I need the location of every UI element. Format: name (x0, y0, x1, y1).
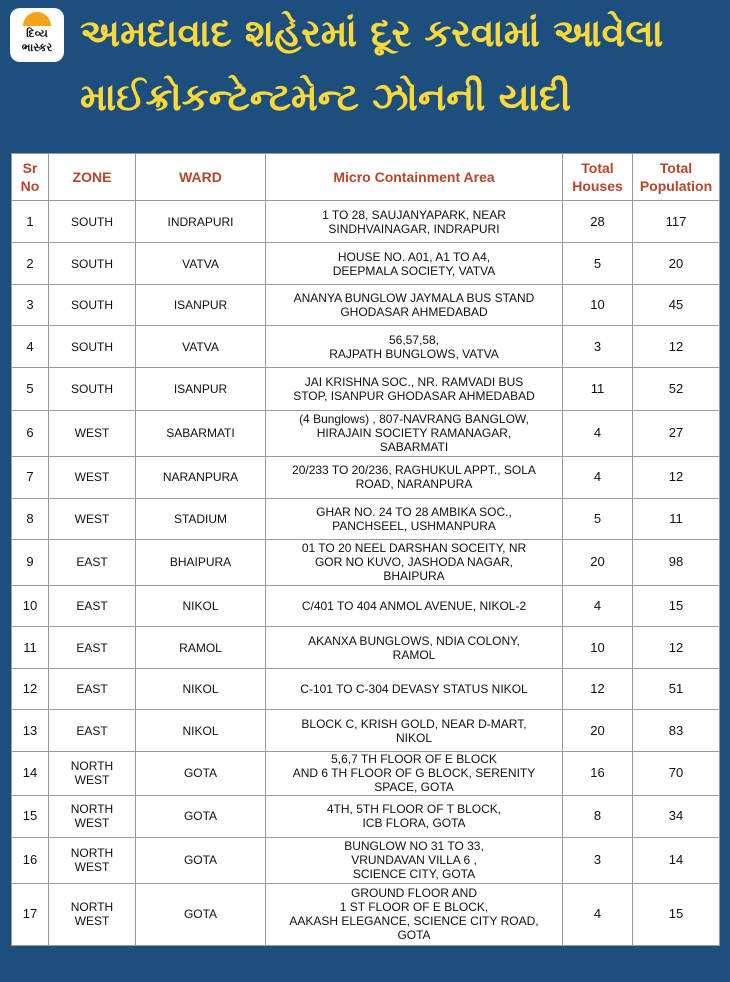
area-cell: HOUSE NO. A01, A1 TO A4, DEEPMALA SOCIETY, VATVA (266, 243, 563, 285)
sr-cell: 10 (12, 585, 49, 626)
population-cell: 70 (633, 752, 720, 795)
area-cell: C-101 TO C-304 DEVASY STATUS NIKOL (266, 669, 563, 710)
houses-cell: 8 (563, 795, 633, 837)
header-total-population: Total Population (633, 154, 720, 201)
area-cell: (4 Bunglows) , 807-NAVRANG BANGLOW, HIRAJAIN SOCIETY RAMANAGAR, SABARMATI (266, 410, 563, 456)
ward-cell: SABARMATI (136, 410, 266, 456)
sr-cell: 11 (12, 627, 49, 669)
table-row (12, 752, 720, 795)
sr-cell: 17 (12, 883, 49, 945)
population-cell: 20 (633, 243, 720, 285)
area-cell: 5,6,7 TH FLOOR OF E BLOCK AND 6 TH FLOOR OF G BLOCK, SERENITY SPACE, GOTA (266, 752, 563, 795)
area-cell: 1 TO 28, SAUJANYAPARK, NEAR SINDHVAINAGAR, INDRAPURI (266, 201, 563, 243)
population-cell: 14 (633, 837, 720, 883)
table-row (12, 883, 720, 945)
ward-cell: ISANPUR (136, 285, 266, 326)
houses-cell: 11 (563, 368, 633, 410)
zone-cell: SOUTH (49, 368, 136, 410)
table-row (12, 627, 720, 669)
population-cell: 52 (633, 368, 720, 410)
area-cell: JAI KRISHNA SOC., NR. RAMVADI BUS STOP, ISANPUR GHODASAR AHMEDABAD (266, 368, 563, 410)
sr-cell: 7 (12, 456, 49, 498)
zone-cell: NORTH WEST (49, 837, 136, 883)
table-row (12, 368, 720, 410)
table-row (12, 710, 720, 752)
ward-cell: NIKOL (136, 710, 266, 752)
sr-cell: 5 (12, 368, 49, 410)
table-row (12, 410, 720, 456)
houses-cell: 4 (563, 410, 633, 456)
area-cell: 20/233 TO 20/236, RAGHUKUL APPT., SOLA ROAD, NARANPURA (266, 456, 563, 498)
zone-cell: EAST (49, 710, 136, 752)
sr-cell: 3 (12, 285, 49, 326)
zone-cell: EAST (49, 627, 136, 669)
sr-cell: 4 (12, 326, 49, 368)
header-area: Micro Containment Area (266, 154, 563, 201)
table-row (12, 585, 720, 626)
population-cell: 83 (633, 710, 720, 752)
header-zone: ZONE (49, 154, 136, 201)
area-cell: C/401 TO 404 ANMOL AVENUE, NIKOL-2 (266, 585, 563, 626)
population-cell: 51 (633, 669, 720, 710)
ward-cell: ISANPUR (136, 368, 266, 410)
sr-cell: 1 (12, 201, 49, 243)
area-cell: BLOCK C, KRISH GOLD, NEAR D-MART, NIKOL (266, 710, 563, 752)
houses-cell: 16 (563, 752, 633, 795)
zone-cell: NORTH WEST (49, 752, 136, 795)
population-cell: 117 (633, 201, 720, 243)
table-row (12, 326, 720, 368)
houses-cell: 4 (563, 585, 633, 626)
area-cell: GROUND FLOOR AND 1 ST FLOOR OF E BLOCK, AAKASH ELEGANCE, SCIENCE CITY ROAD, GOTA (266, 883, 563, 945)
population-cell: 15 (633, 585, 720, 626)
ward-cell: GOTA (136, 795, 266, 837)
population-cell: 12 (633, 456, 720, 498)
population-cell: 45 (633, 285, 720, 326)
houses-cell: 5 (563, 498, 633, 539)
containment-table (11, 153, 719, 946)
ward-cell: NIKOL (136, 585, 266, 626)
area-cell: 56,57,58, RAJPATH BUNGLOWS, VATVA (266, 326, 563, 368)
area-cell: 01 TO 20 NEEL DARSHAN SOCEITY, NR GOR NO KUVO, JASHODA NAGAR, BHAIPURA (266, 539, 563, 585)
area-cell: AKANXA BUNGLOWS, NDIA COLONY, RAMOL (266, 627, 563, 669)
houses-cell: 20 (563, 539, 633, 585)
zone-cell: WEST (49, 456, 136, 498)
zone-cell: SOUTH (49, 201, 136, 243)
ward-cell: RAMOL (136, 627, 266, 669)
houses-cell: 5 (563, 243, 633, 285)
logo-text-line2: ભાસ્કર (21, 41, 53, 54)
sr-cell: 14 (12, 752, 49, 795)
ward-cell: GOTA (136, 883, 266, 945)
table-row (12, 456, 720, 498)
ward-cell: GOTA (136, 752, 266, 795)
population-cell: 27 (633, 410, 720, 456)
houses-cell: 20 (563, 710, 633, 752)
zone-cell: SOUTH (49, 243, 136, 285)
population-cell: 12 (633, 627, 720, 669)
table-row (12, 243, 720, 285)
houses-cell: 3 (563, 326, 633, 368)
sr-cell: 13 (12, 710, 49, 752)
population-cell: 34 (633, 795, 720, 837)
sr-cell: 2 (12, 243, 49, 285)
ward-cell: BHAIPURA (136, 539, 266, 585)
population-cell: 12 (633, 326, 720, 368)
sr-cell: 15 (12, 795, 49, 837)
population-cell: 15 (633, 883, 720, 945)
zone-cell: NORTH WEST (49, 795, 136, 837)
population-cell: 11 (633, 498, 720, 539)
ward-cell: VATVA (136, 243, 266, 285)
ward-cell: INDRAPURI (136, 201, 266, 243)
houses-cell: 3 (563, 837, 633, 883)
ward-cell: NIKOL (136, 669, 266, 710)
table-row (12, 201, 720, 243)
houses-cell: 12 (563, 669, 633, 710)
population-cell: 98 (633, 539, 720, 585)
sun-icon (23, 12, 51, 26)
area-cell: BUNGLOW NO 31 TO 33, VRUNDAVAN VILLA 6 , SCIENCE CITY, GOTA (266, 837, 563, 883)
table-row (12, 498, 720, 539)
table-row (12, 837, 720, 883)
header-total-houses: Total Houses (563, 154, 633, 201)
page-title-line1: અમદાવાદ શહેરમાં દૂર કરવામાં આવેલા (80, 11, 664, 55)
zone-cell: EAST (49, 585, 136, 626)
table-row (12, 669, 720, 710)
zone-cell: EAST (49, 669, 136, 710)
houses-cell: 4 (563, 883, 633, 945)
table-row (12, 539, 720, 585)
zone-cell: EAST (49, 539, 136, 585)
area-cell: 4TH, 5TH FLOOR OF T BLOCK, ICB FLORA, GOTA (266, 795, 563, 837)
zone-cell: SOUTH (49, 285, 136, 326)
ward-cell: STADIUM (136, 498, 266, 539)
houses-cell: 28 (563, 201, 633, 243)
divya-bhaskar-logo (10, 8, 64, 62)
table-row (12, 795, 720, 837)
sr-cell: 12 (12, 669, 49, 710)
houses-cell: 4 (563, 456, 633, 498)
zone-cell: NORTH WEST (49, 883, 136, 945)
table-row (12, 285, 720, 326)
header-sr-no: Sr No (12, 154, 49, 201)
logo-text-line1: દિવ્ય (26, 27, 48, 40)
table-header-row (12, 154, 720, 201)
zone-cell: WEST (49, 410, 136, 456)
header-ward: WARD (136, 154, 266, 201)
ward-cell: NARANPURA (136, 456, 266, 498)
ward-cell: GOTA (136, 837, 266, 883)
sr-cell: 16 (12, 837, 49, 883)
page-title-line2: માઈક્રોકન્ટેન્ટમેન્ટ ઝોનની યાદી (80, 75, 572, 119)
zone-cell: WEST (49, 498, 136, 539)
zone-cell: SOUTH (49, 326, 136, 368)
sr-cell: 8 (12, 498, 49, 539)
area-cell: GHAR NO. 24 TO 28 AMBIKA SOC., PANCHSEEL, USHMANPURA (266, 498, 563, 539)
sr-cell: 6 (12, 410, 49, 456)
ward-cell: VATVA (136, 326, 266, 368)
sr-cell: 9 (12, 539, 49, 585)
houses-cell: 10 (563, 285, 633, 326)
houses-cell: 10 (563, 627, 633, 669)
area-cell: ANANYA BUNGLOW JAYMALA BUS STAND GHODASAR AHMEDABAD (266, 285, 563, 326)
